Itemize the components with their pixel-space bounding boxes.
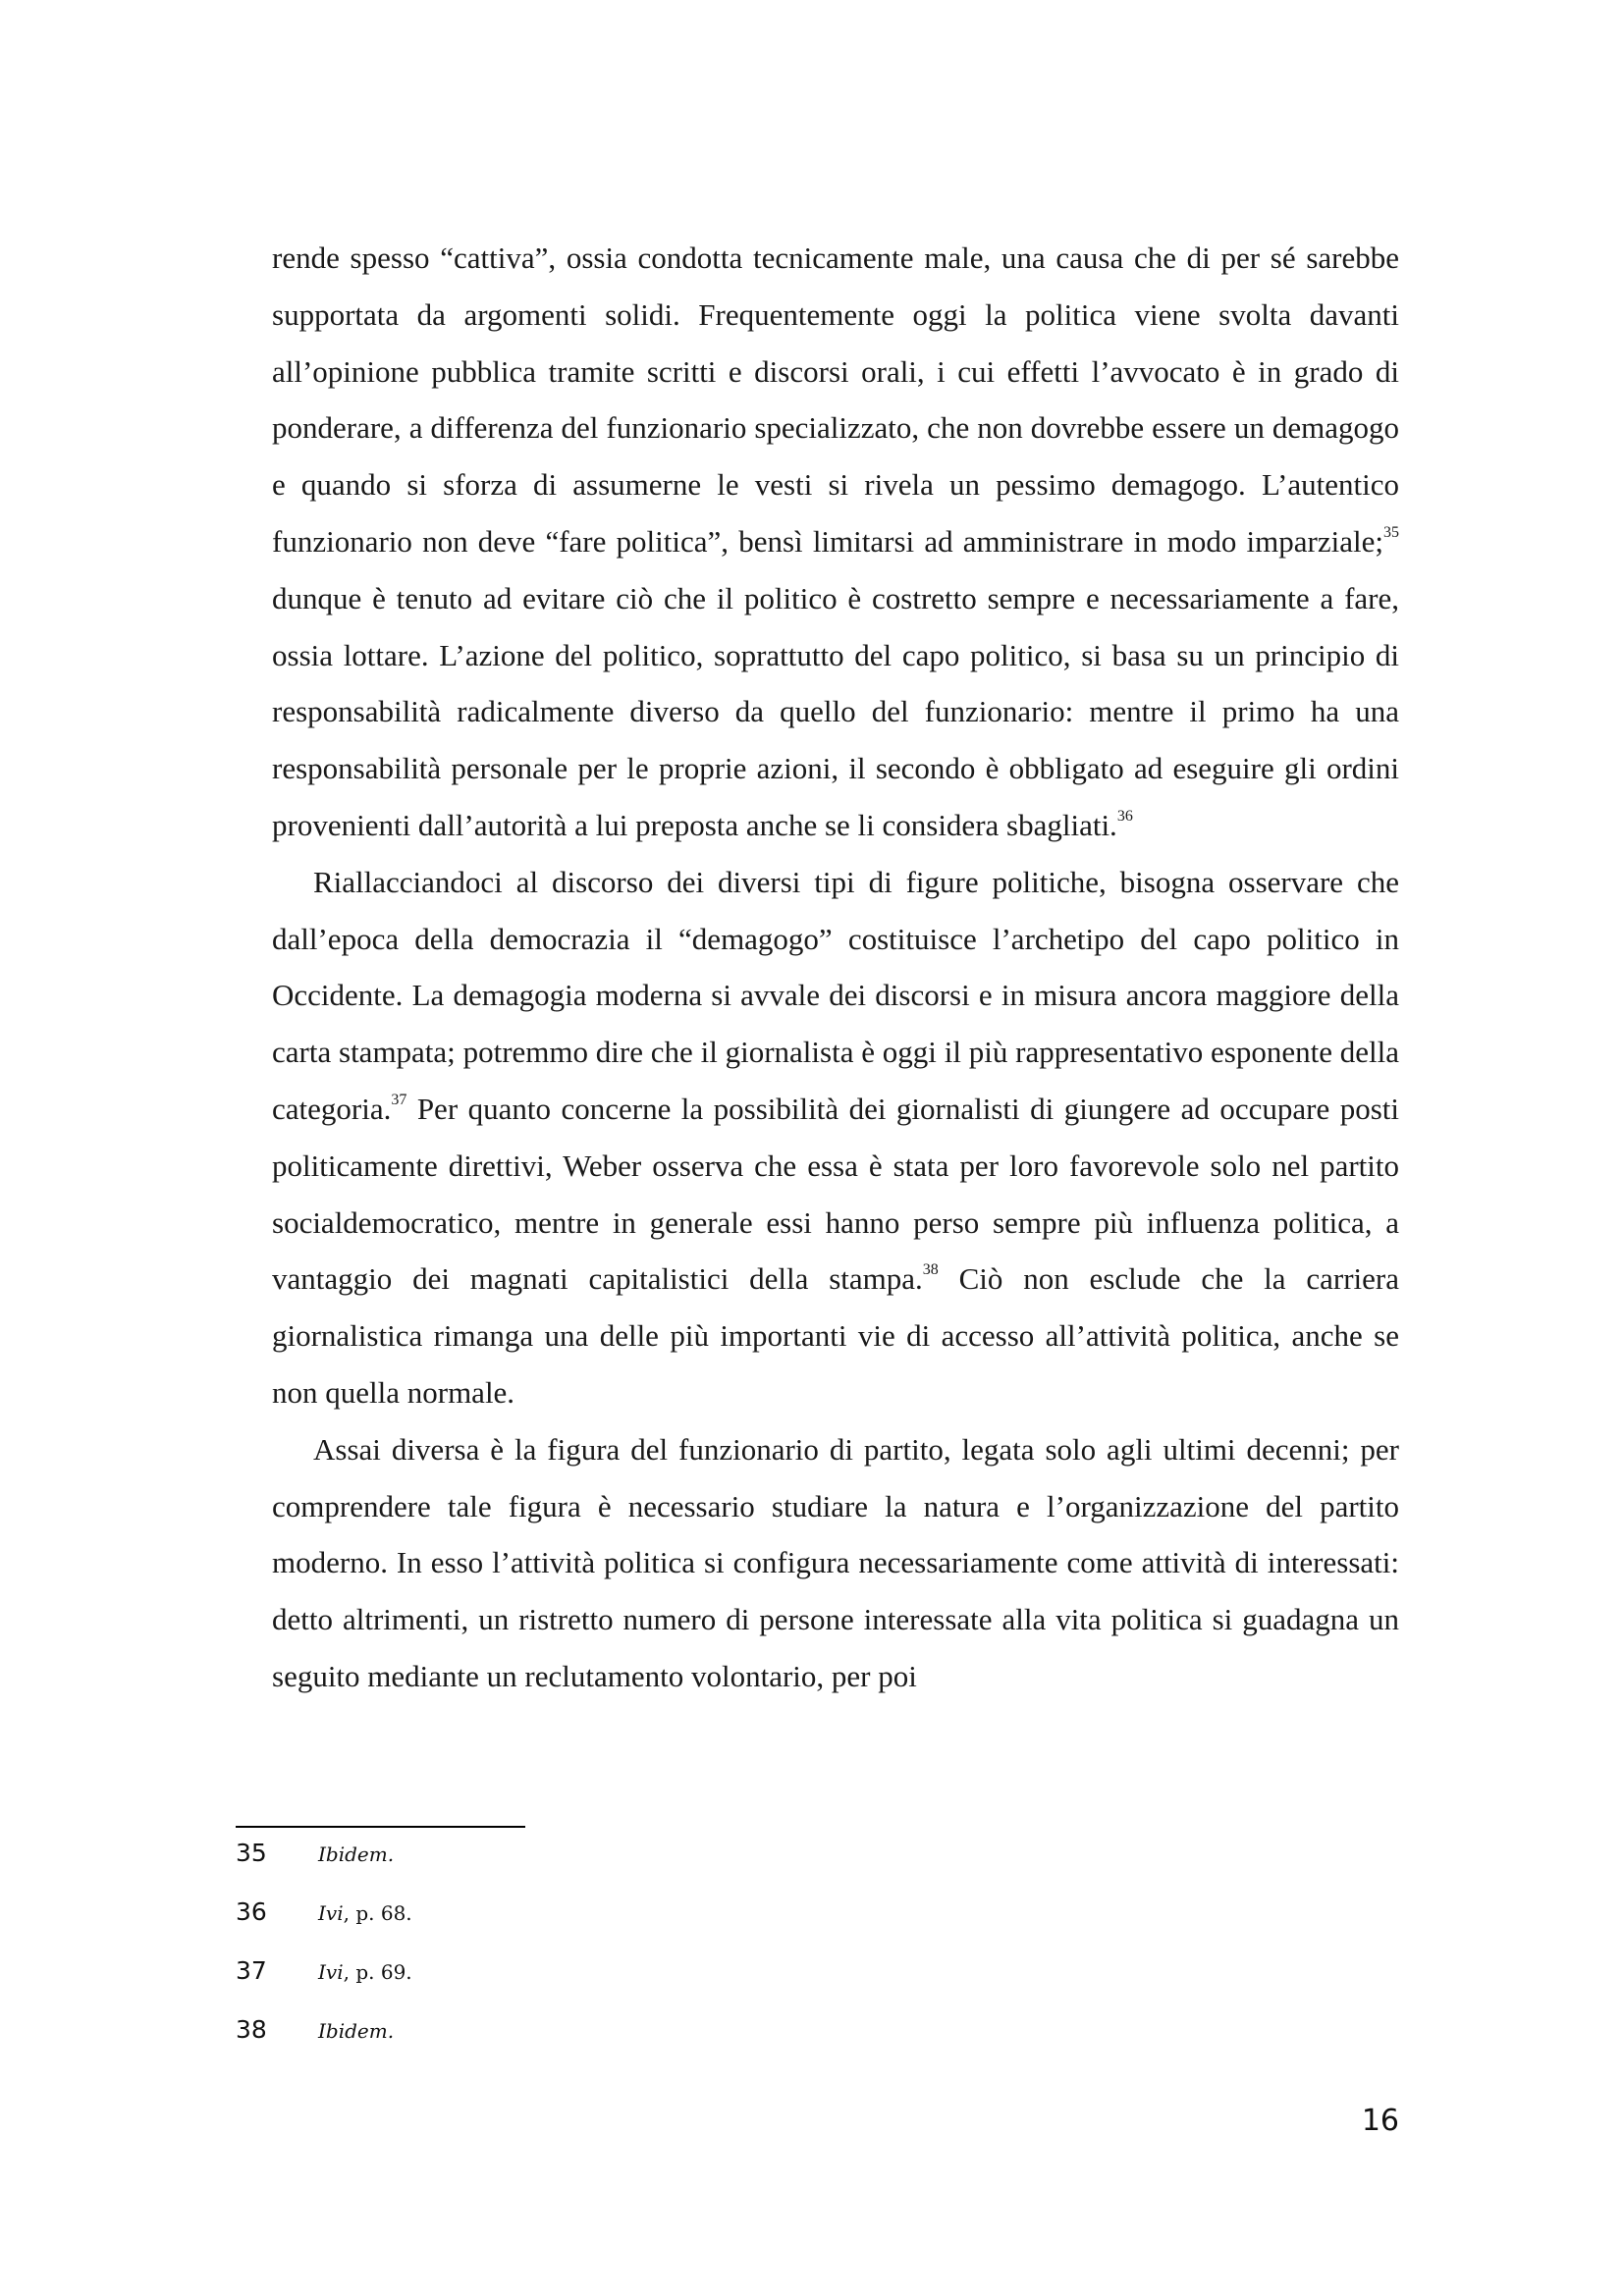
footnote-italic: Ibidem.	[318, 1842, 395, 1866]
footnote-number: 36	[236, 1897, 267, 1926]
footnote-36	[236, 1895, 1394, 1953]
body-text	[272, 230, 1399, 1705]
text-run: dunque è tenuto ad evitare ciò che il politico è costretto sempre e necessariamente a fare, ossia lottare. L’azione del politico, soprattutto del capo politico, si basa su un principio di responsabilità radicalmente diverso da quello del funzionario: mentre il primo ha una responsabilità personale per le proprie azioni, il secondo è obbligato ad eseguire gli ordini provenienti dall’autorità a lui preposta anche se li considera sbagliati.	[272, 580, 1399, 842]
footnote-text	[318, 1954, 412, 1990]
footnote-reference: 38	[922, 1261, 939, 1279]
footnote-38	[236, 2012, 1394, 2071]
footnote-italic: Ivi	[318, 1901, 344, 1925]
footnote-reference: 35	[1383, 523, 1399, 541]
footnote-number: 37	[236, 1956, 267, 1985]
footnote-italic: Ibidem.	[318, 2019, 395, 2043]
text-run: Per quanto concerne la possibilità dei giornalisti di giungere ad occupare posti politicamente direttivi, Weber osserva che essa è stata per loro favorevole solo nel partito socialdemocratico, mentre in generale essi hanno perso sempre più influenza politica, a vantaggio dei magnati capitalistici della stampa.	[272, 1091, 1399, 1297]
footnote-text	[318, 1837, 394, 1872]
page-number: 16	[1361, 2104, 1399, 2138]
footnote-37	[236, 1953, 1394, 2012]
footnote-35	[236, 1836, 1394, 1895]
footnote-number: 35	[236, 1839, 267, 1867]
text-run: Ciò non esclude che la carriera giornalistica rimanga una delle più importanti vie di accesso all’attività politica, anche se non quella normale.	[272, 1261, 1399, 1410]
paragraph-1	[272, 230, 1399, 854]
footnote-rest: , p. 68.	[343, 1901, 412, 1925]
footnote-separator	[236, 1826, 525, 1828]
paragraph-2	[272, 854, 1399, 1421]
footnotes	[236, 1836, 1394, 2071]
text-run: Riallacciandoci al discorso dei diversi tipi di figure politiche, bisogna osservare che dall’epoca della democrazia il “demagogo” costituisce l’archetipo del capo politico in Occidente. La demagogia moderna si avvale dei discorsi e in misura ancora maggiore della carta stampata; potremmo dire che il giornalista è oggi il più rappresentativo esponente della categoria.	[272, 864, 1399, 1126]
footnote-italic: Ivi	[318, 1960, 344, 1984]
footnote-reference: 36	[1116, 807, 1133, 825]
footnote-rest: , p. 69.	[343, 1960, 412, 1984]
footnote-text	[318, 2013, 394, 2049]
text-run: rende spesso “cattiva”, ossia condotta tecnicamente male, una causa che di per sé sarebbe supportata da argomenti solidi. Frequentemente oggi la politica viene svolta davanti all’opinione pubblica tramite scritti e discorsi orali, i cui effetti l’avvocato è in grado di ponderare, a differenza del funzionario specializzato, che non dovrebbe essere un demagogo e quando si sforza di assumerne le vesti si rivela un pessimo demagogo. L’autentico funzionario non deve “fare politica”, bensì limitarsi ad amministrare in modo imparziale;	[272, 240, 1399, 559]
footnote-reference: 37	[391, 1091, 407, 1108]
text-run: Assai diversa è la figura del funzionario di partito, legata solo agli ultimi decenni; per comprendere tale figura è necessario studiare la natura e l’organizzazione del partito moderno. In esso l’attività politica si configura necessariamente come attività di interessati: detto altrimenti, un ristretto numero di persone interessate alla vita politica si guadagna un seguito mediante un reclutamento volontario, per poi	[272, 1431, 1399, 1693]
footnote-text	[318, 1896, 412, 1931]
footnote-number: 38	[236, 2015, 267, 2044]
paragraph-3	[272, 1421, 1399, 1705]
